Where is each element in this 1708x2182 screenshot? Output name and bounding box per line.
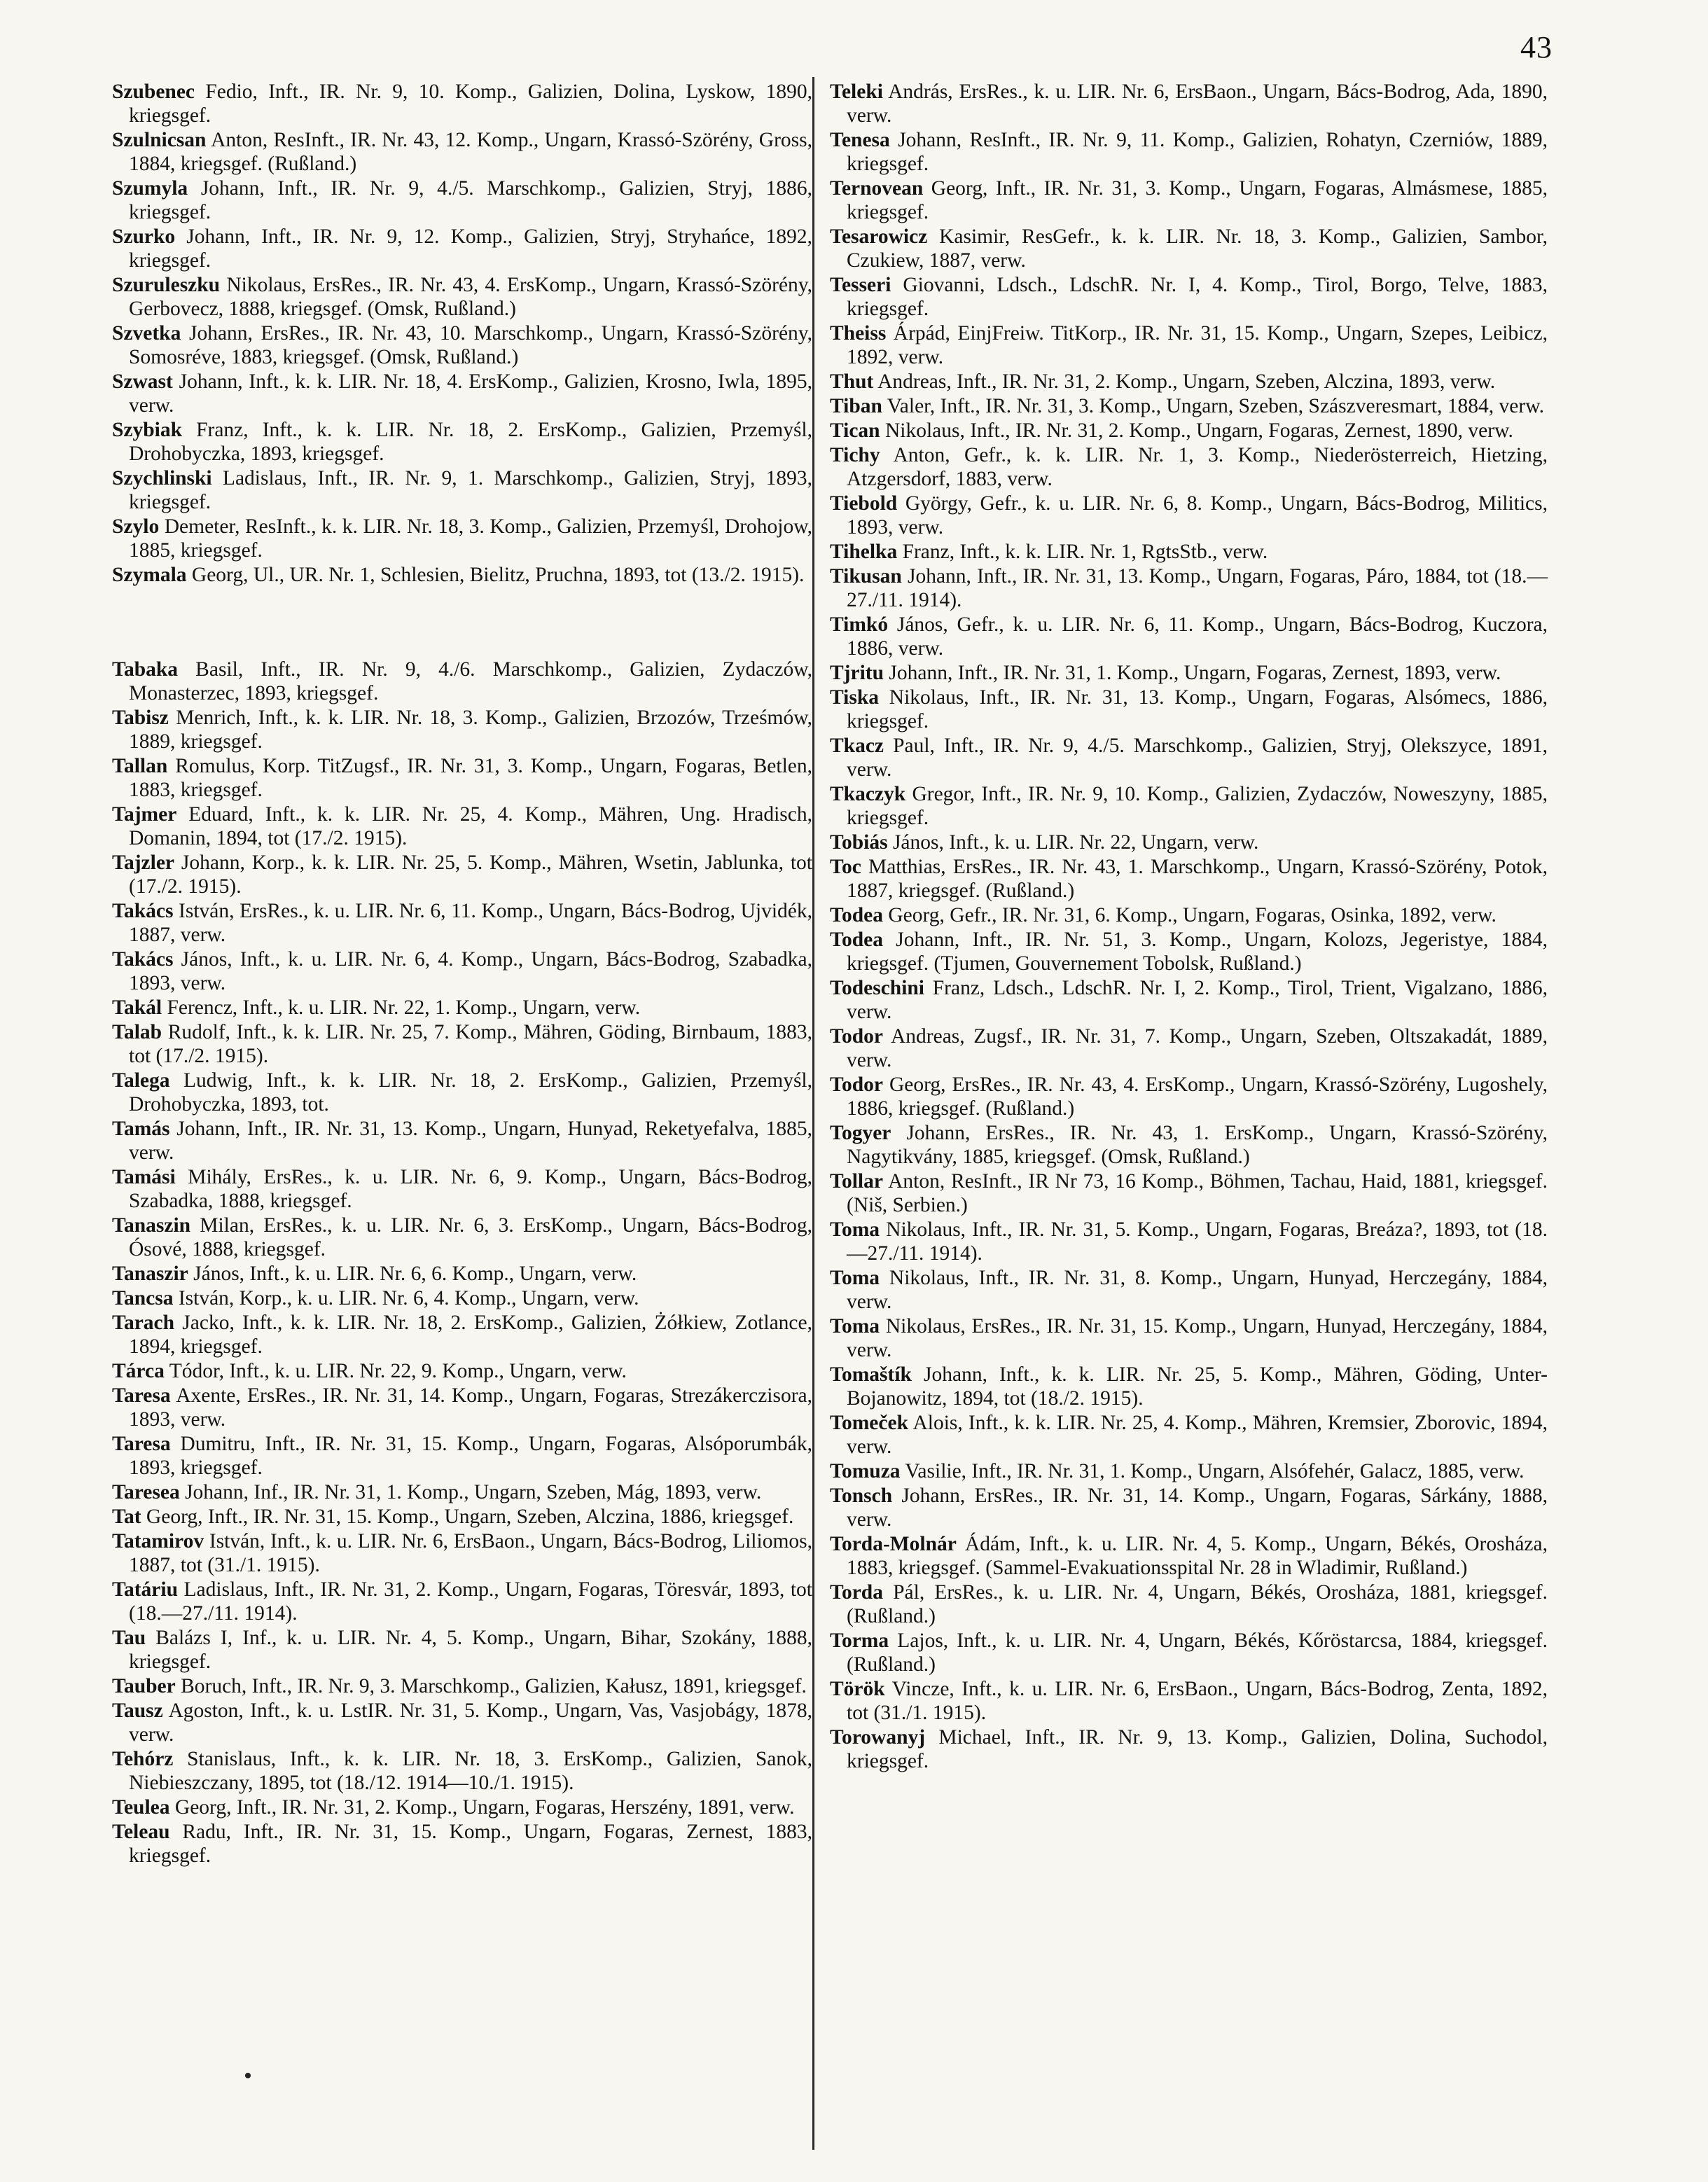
register-entry bbox=[112, 563, 812, 587]
entry-surname: Szurko bbox=[112, 225, 176, 248]
register-entry bbox=[830, 492, 1548, 539]
register-entry bbox=[112, 996, 812, 1020]
entry-surname: Szylo bbox=[112, 515, 160, 538]
entry-surname: Tallan bbox=[112, 755, 168, 777]
entry-details: Matthias, ErsRes., IR. Nr. 43, 1. Marschkomp., Ungarn, Krassó-Szörény, Potok, 1887, kriegsgef. (Rußland.) bbox=[847, 856, 1548, 902]
entry-surname: Toma bbox=[830, 1218, 880, 1241]
register-entry bbox=[830, 1024, 1548, 1072]
register-entry bbox=[830, 1629, 1548, 1676]
register-entry bbox=[112, 128, 812, 176]
entry-surname: Takács bbox=[112, 948, 174, 971]
entry-surname: Tomaštík bbox=[830, 1363, 912, 1386]
register-entry bbox=[112, 1578, 812, 1625]
register-entry bbox=[112, 466, 812, 514]
register-entry bbox=[830, 1580, 1548, 1628]
entry-surname: Todeschini bbox=[830, 977, 924, 999]
entry-surname: Tesarowicz bbox=[830, 225, 928, 248]
entry-details: István, Korp., k. u. LIR. Nr. 6, 4. Komp., Ungarn, verw. bbox=[178, 1287, 639, 1309]
register-entry bbox=[112, 802, 812, 850]
register-entry bbox=[112, 273, 812, 321]
section-gap bbox=[112, 588, 812, 658]
entry-details: István, Inft., k. u. LIR. Nr. 6, ErsBaon., Ungarn, Bács-Bodrog, Liliomos, 1887, tot (31./1. 1915). bbox=[129, 1530, 813, 1576]
entry-surname: Torda bbox=[830, 1581, 883, 1604]
entry-details: Anton, Gefr., k. k. LIR. Nr. 1, 3. Komp., Niederösterreich, Hietzing, Atzgersdorf, 1883, verw. bbox=[847, 444, 1548, 490]
entry-details: Ladislaus, Inft., IR. Nr. 31, 2. Komp., Ungarn, Fogaras, Töresvár, 1893, tot (18.—27./11. 1914). bbox=[129, 1578, 812, 1625]
entry-details: András, ErsRes., k. u. LIR. Nr. 6, ErsBaon., Ungarn, Bács-Bodrog, Ada, 1890, verw. bbox=[847, 81, 1548, 127]
register-entry bbox=[112, 1795, 812, 1819]
entry-details: Basil, Inft., IR. Nr. 9, 4./6. Marschkomp., Galizien, Zydaczów, Monasterzec, 1893, kriegsgef. bbox=[129, 658, 812, 704]
register-entry bbox=[112, 851, 812, 898]
entry-surname: Torowanyj bbox=[830, 1726, 926, 1749]
entry-details: Johann, Korp., k. k. LIR. Nr. 25, 5. Komp., Mähren, Wsetin, Jablunka, tot (17./2. 1915). bbox=[129, 852, 813, 898]
register-entry bbox=[112, 80, 812, 127]
entry-details: Radu, Inft., IR. Nr. 31, 15. Komp., Ungarn, Fogaras, Zernest, 1883, kriegsgef. bbox=[129, 1821, 812, 1867]
entry-details: Balázs I, Inf., k. u. LIR. Nr. 4, 5. Komp., Ungarn, Bihar, Szokány, 1888, kriegsgef. bbox=[129, 1627, 813, 1673]
entry-details: Vasilie, Inft., IR. Nr. 31, 1. Komp., Ungarn, Alsófehér, Galacz, 1885, verw. bbox=[905, 1460, 1525, 1482]
entry-details: Nikolaus, ErsRes., IR. Nr. 43, 4. ErsKomp., Ungarn, Krassó-Szörény, Gerbovecz, 1888, kriegsgef. (Omsk, Rußland.) bbox=[129, 274, 812, 320]
entry-details: Gregor, Inft., IR. Nr. 9, 10. Komp., Galizien, Zydaczów, Noweszyny, 1885, kriegsgef. bbox=[847, 783, 1548, 829]
entry-details: Menrich, Inft., k. k. LIR. Nr. 18, 3. Komp., Galizien, Brzozów, Trześmów, 1889, kriegsgef. bbox=[129, 707, 813, 753]
entry-details: Georg, Inft., IR. Nr. 31, 15. Komp., Ungarn, Szeben, Alczina, 1886, kriegsgef. bbox=[146, 1506, 794, 1528]
register-entry bbox=[830, 1677, 1548, 1725]
entry-details: Paul, Inft., IR. Nr. 9, 4./5. Marschkomp., Galizien, Stryj, Olekszyce, 1891, verw. bbox=[847, 735, 1548, 781]
entry-details: Giovanni, Ldsch., LdschR. Nr. I, 4. Komp., Tirol, Borgo, Telve, 1883, kriegsgef. bbox=[847, 274, 1548, 320]
register-entry bbox=[830, 321, 1548, 369]
entry-details: Agoston, Inft., k. u. LstIR. Nr. 31, 5. Komp., Ungarn, Vas, Vasjobágy, 1878, verw. bbox=[129, 1700, 813, 1746]
register-entry bbox=[112, 1214, 812, 1261]
entry-details: Johann, Inf., IR. Nr. 31, 1. Komp., Ungarn, Szeben, Mág, 1893, verw. bbox=[185, 1481, 762, 1503]
entry-surname: Tomeček bbox=[830, 1412, 908, 1434]
entry-details: Axente, ErsRes., IR. Nr. 31, 14. Komp., Ungarn, Fogaras, Strezákerczisora, 1893, verw. bbox=[129, 1384, 812, 1431]
entry-surname: Toc bbox=[830, 856, 861, 878]
register-entry bbox=[830, 1314, 1548, 1362]
entry-surname: Torda-Molnár bbox=[830, 1533, 957, 1555]
register-entry bbox=[830, 1121, 1548, 1169]
entry-surname: Tanaszin bbox=[112, 1214, 191, 1237]
entry-surname: Takács bbox=[112, 900, 174, 922]
entry-surname: Tihelka bbox=[830, 541, 898, 563]
entry-details: Franz, Ldsch., LdschR. Nr. I, 2. Komp., Tirol, Trient, Vigalzano, 1886, verw. bbox=[847, 977, 1548, 1023]
entry-surname: Teleki bbox=[830, 81, 883, 103]
register-entry bbox=[830, 225, 1548, 272]
entry-surname: Talega bbox=[112, 1069, 170, 1092]
entry-details: Johann, Inft., k. k. LIR. Nr. 18, 4. ErsKomp., Galizien, Krosno, Iwla, 1895, verw. bbox=[129, 370, 812, 417]
register-entry bbox=[830, 1484, 1548, 1531]
entry-details: Johann, ErsRes., IR. Nr. 43, 1. ErsKomp., Ungarn, Krassó-Szörény, Nagytikvány, 1885, kriegsgef. (Omsk, Rußland.) bbox=[847, 1122, 1548, 1168]
stray-dot bbox=[245, 2073, 251, 2078]
entry-details: Franz, Inft., k. k. LIR. Nr. 1, RgtsStb., verw. bbox=[902, 541, 1268, 563]
entry-surname: Tatamirov bbox=[112, 1530, 204, 1552]
entry-surname: Tauber bbox=[112, 1675, 176, 1697]
entry-surname: Theiss bbox=[830, 322, 887, 345]
entry-surname: Takál bbox=[112, 996, 162, 1019]
entry-details: Johann, Inft., IR. Nr. 51, 3. Komp., Ungarn, Kolozs, Jegeristye, 1884, kriegsgef. (Tjumen, Gouvernement Tobolsk, Rußland.) bbox=[847, 929, 1548, 975]
entry-surname: Tiebold bbox=[830, 492, 898, 515]
register-entry bbox=[112, 1020, 812, 1068]
entry-surname: Todor bbox=[830, 1025, 883, 1048]
entry-details: Pál, ErsRes., k. u. LIR. Nr. 4, Ungarn, Békés, Orosháza, 1881, kriegsgef. (Rußland.) bbox=[847, 1581, 1548, 1627]
entry-details: Vincze, Inft., k. u. LIR. Nr. 6, ErsBaon., Ungarn, Bács-Bodrog, Zenta, 1892, tot (31./1. 1915). bbox=[847, 1678, 1548, 1724]
register-entry bbox=[830, 273, 1548, 321]
entry-surname: Tenesa bbox=[830, 129, 890, 151]
entry-surname: Tkaczyk bbox=[830, 783, 906, 805]
entry-surname: Szychlinski bbox=[112, 467, 212, 489]
entry-surname: Tiska bbox=[830, 686, 879, 709]
register-entry bbox=[112, 515, 812, 562]
entry-details: Milan, ErsRes., k. u. LIR. Nr. 6, 3. ErsKomp., Ungarn, Bács-Bodrog, Ósové, 1888, kriegsgef. bbox=[129, 1214, 813, 1260]
register-entry bbox=[112, 1674, 812, 1698]
entry-details: Lajos, Inft., k. u. LIR. Nr. 4, Ungarn, Békés, Kőröstarcsa, 1884, kriegsgef. (Rußland.) bbox=[847, 1629, 1548, 1676]
entry-details: Johann, Inft., IR. Nr. 31, 1. Komp., Ungarn, Fogaras, Zernest, 1893, verw. bbox=[889, 662, 1501, 684]
register-entry bbox=[112, 1286, 812, 1310]
entry-surname: Tat bbox=[112, 1506, 141, 1528]
left-column bbox=[112, 80, 812, 1868]
entry-details: Demeter, ResInft., k. k. LIR. Nr. 18, 3. Komp., Galizien, Przemyśl, Drohojow, 1885, kriegsgef. bbox=[129, 515, 812, 562]
entry-details: Nikolaus, Inft., IR. Nr. 31, 5. Komp., Ungarn, Fogaras, Breáza?, 1893, tot (18.—27./11. 1914). bbox=[847, 1218, 1548, 1265]
entries-sz bbox=[112, 80, 812, 587]
entry-details: Johann, ErsRes., IR. Nr. 43, 10. Marschkomp., Ungarn, Krassó-Szörény, Somosréve, 1883, kriegsgef. (Omsk, Rußland.) bbox=[129, 322, 812, 368]
entry-details: Nikolaus, ErsRes., IR. Nr. 31, 15. Komp., Ungarn, Hunyad, Herczegány, 1884, verw. bbox=[847, 1315, 1548, 1361]
register-entry bbox=[112, 658, 812, 705]
entry-surname: Todea bbox=[830, 929, 883, 951]
entry-details: Boruch, Inft., IR. Nr. 9, 3. Marschkomp., Galizien, Kałusz, 1891, kriegsgef. bbox=[181, 1675, 807, 1697]
entry-details: Tódor, Inft., k. u. LIR. Nr. 22, 9. Komp., Ungarn, verw. bbox=[169, 1360, 627, 1382]
entry-surname: Teulea bbox=[112, 1796, 170, 1819]
entry-details: János, Inft., k. u. LIR. Nr. 6, 4. Komp., Ungarn, Bács-Bodrog, Szabadka, 1893, verw. bbox=[129, 948, 812, 994]
entry-details: Ludwig, Inft., k. k. LIR. Nr. 18, 2. ErsKomp., Galizien, Przemyśl, Drohobyczka, 1893, tot. bbox=[129, 1069, 813, 1116]
register-entry bbox=[112, 706, 812, 753]
entry-details: Romulus, Korp. TitZugsf., IR. Nr. 31, 3. Komp., Ungarn, Fogaras, Betlen, 1883, kriegsgef. bbox=[129, 755, 812, 801]
register-entry bbox=[830, 564, 1548, 612]
register-entry bbox=[112, 947, 812, 995]
entry-surname: Toma bbox=[830, 1267, 880, 1289]
entry-details: Georg, Inft., IR. Nr. 31, 3. Komp., Ungarn, Fogaras, Almásmese, 1885, kriegsgef. bbox=[847, 177, 1548, 223]
entry-surname: Tonsch bbox=[830, 1485, 893, 1507]
entry-surname: Török bbox=[830, 1678, 885, 1700]
entry-surname: Talab bbox=[112, 1021, 162, 1043]
register-entry bbox=[830, 1169, 1548, 1217]
register-entry bbox=[830, 1073, 1548, 1120]
register-entry bbox=[830, 976, 1548, 1024]
entry-surname: Tanaszir bbox=[112, 1263, 188, 1285]
register-entry bbox=[112, 1432, 812, 1480]
entry-surname: Tjritu bbox=[830, 662, 884, 684]
register-entry bbox=[830, 394, 1548, 418]
entry-details: Alois, Inft., k. k. LIR. Nr. 25, 4. Komp., Mähren, Kremsier, Zborovic, 1894, verw. bbox=[847, 1412, 1548, 1458]
entry-surname: Szwast bbox=[112, 370, 173, 393]
register-entry bbox=[112, 176, 812, 224]
register-entry bbox=[830, 1218, 1548, 1265]
entry-surname: Szulnicsan bbox=[112, 129, 207, 151]
register-entry bbox=[112, 1529, 812, 1577]
entry-surname: Taresea bbox=[112, 1481, 180, 1503]
entry-surname: Szubenec bbox=[112, 81, 195, 103]
entry-surname: Tausz bbox=[112, 1700, 163, 1722]
entry-details: Johann, Inft., IR. Nr. 9, 4./5. Marschkomp., Galizien, Stryj, 1886, kriegsgef. bbox=[129, 177, 813, 223]
entry-surname: Toma bbox=[830, 1315, 880, 1337]
register-entry bbox=[112, 225, 812, 272]
entry-details: Georg, ErsRes., IR. Nr. 43, 4. ErsKomp., Ungarn, Krassó-Szörény, Lugoshely, 1886, kriegsgef. (Rußland.) bbox=[847, 1073, 1548, 1120]
register-entry bbox=[830, 831, 1548, 854]
entry-surname: Teleau bbox=[112, 1821, 170, 1843]
entry-surname: Todor bbox=[830, 1073, 883, 1096]
entry-details: Andreas, Inft., IR. Nr. 31, 2. Komp., Ungarn, Szeben, Alczina, 1893, verw. bbox=[877, 370, 1496, 393]
register-entry bbox=[112, 1820, 812, 1868]
register-entry bbox=[830, 540, 1548, 564]
right-column bbox=[830, 80, 1548, 1774]
entry-details: Georg, Inft., IR. Nr. 31, 2. Komp., Ungarn, Fogaras, Herszény, 1891, verw. bbox=[174, 1796, 795, 1819]
entry-details: Nikolaus, Inft., IR. Nr. 31, 2. Komp., Ungarn, Fogaras, Zernest, 1890, verw. bbox=[884, 419, 1513, 442]
register-entry bbox=[830, 1411, 1548, 1459]
entry-details: János, Inft., k. u. LIR. Nr. 6, 6. Komp., Ungarn, verw. bbox=[193, 1263, 637, 1285]
register-entry bbox=[830, 370, 1548, 394]
register-entry bbox=[112, 1626, 812, 1674]
entry-surname: Tárca bbox=[112, 1360, 165, 1382]
entry-surname: Tamási bbox=[112, 1166, 176, 1188]
entry-surname: Thut bbox=[830, 370, 874, 393]
entry-details: Anton, ResInft., IR Nr 73, 16 Komp., Böhmen, Tachau, Haid, 1881, kriegsgef. (Niš, Serbien.) bbox=[847, 1170, 1548, 1216]
register-entry bbox=[830, 613, 1548, 660]
entry-surname: Szuruleszku bbox=[112, 274, 221, 296]
entry-details: János, Inft., k. u. LIR. Nr. 22, Ungarn, verw. bbox=[892, 831, 1259, 854]
register-entry bbox=[112, 754, 812, 802]
entry-surname: Szymala bbox=[112, 564, 187, 586]
register-entry bbox=[830, 782, 1548, 830]
entry-surname: Tiban bbox=[830, 395, 882, 417]
entry-details: Ladislaus, Inft., IR. Nr. 9, 1. Marschkomp., Galizien, Stryj, 1893, kriegsgef. bbox=[129, 467, 812, 513]
register-entry bbox=[112, 1384, 812, 1431]
register-entry bbox=[112, 1359, 812, 1383]
register-entry bbox=[112, 899, 812, 947]
register-entry bbox=[830, 1725, 1548, 1773]
register-entry bbox=[112, 418, 812, 466]
entry-details: Georg, Gefr., IR. Nr. 31, 6. Komp., Ungarn, Fogaras, Osinka, 1892, verw. bbox=[888, 904, 1497, 926]
register-entry bbox=[830, 661, 1548, 685]
entry-details: Nikolaus, Inft., IR. Nr. 31, 13. Komp., Ungarn, Fogaras, Alsómecs, 1886, kriegsgef. bbox=[847, 686, 1548, 732]
entry-surname: Torma bbox=[830, 1629, 889, 1652]
entry-surname: Todea bbox=[830, 904, 883, 926]
entry-surname: Tamás bbox=[112, 1118, 170, 1140]
entry-surname: Tarach bbox=[112, 1312, 175, 1334]
entry-details: Johann, Inft., k. k. LIR. Nr. 25, 5. Komp., Mähren, Göding, Unter-Bojanowitz, 1894, tot (18./2. 1915). bbox=[847, 1363, 1548, 1410]
entry-details: Kasimir, ResGefr., k. k. LIR. Nr. 18, 3. Komp., Galizien, Sambor, Czukiew, 1887, verw. bbox=[847, 225, 1548, 272]
register-entry bbox=[830, 1532, 1548, 1580]
entry-details: Andreas, Zugsf., IR. Nr. 31, 7. Komp., Ungarn, Szeben, Oltszakadát, 1889, verw. bbox=[847, 1025, 1548, 1071]
entry-surname: Tabaka bbox=[112, 658, 179, 681]
entry-details: Johann, ResInft., IR. Nr. 9, 11. Komp., Galizien, Rohatyn, Czerniów, 1889, kriegsgef. bbox=[847, 129, 1548, 175]
entry-details: Michael, Inft., IR. Nr. 9, 13. Komp., Galizien, Dolina, Suchodol, kriegsgef. bbox=[847, 1726, 1548, 1772]
entry-details: Fedio, Inft., IR. Nr. 9, 10. Komp., Galizien, Dolina, Lyskow, 1890, kriegsgef. bbox=[129, 81, 812, 127]
register-entry bbox=[830, 1363, 1548, 1410]
register-entry bbox=[112, 370, 812, 417]
register-entry bbox=[830, 1459, 1548, 1483]
entry-surname: Tikusan bbox=[830, 565, 902, 588]
entry-surname: Tajmer bbox=[112, 803, 177, 826]
entry-details: Georg, Ul., UR. Nr. 1, Schlesien, Bielitz, Pruchna, 1893, tot (13./2. 1915). bbox=[191, 564, 805, 586]
entry-details: Árpád, EinjFreiw. TitKorp., IR. Nr. 31, 15. Komp., Ungarn, Szepes, Leibicz, 1892, verw. bbox=[847, 322, 1548, 368]
entry-details: Johann, ErsRes., IR. Nr. 31, 14. Komp., Ungarn, Fogaras, Sárkány, 1888, verw. bbox=[847, 1485, 1548, 1531]
entries-t bbox=[112, 658, 812, 1868]
column-divider bbox=[812, 77, 814, 2150]
entry-surname: Tobiás bbox=[830, 831, 888, 854]
entry-surname: Togyer bbox=[830, 1122, 891, 1144]
register-entry bbox=[830, 686, 1548, 733]
entry-details: János, Gefr., k. u. LIR. Nr. 6, 11. Komp., Ungarn, Bács-Bodrog, Kuczora, 1886, verw. bbox=[847, 613, 1548, 660]
entry-details: Stanislaus, Inft., k. k. LIR. Nr. 18, 3. ErsKomp., Galizien, Sanok, Niebieszczany, 1895, tot (18./12. 1914—10./1. 1915). bbox=[129, 1748, 812, 1794]
register-entry bbox=[112, 1699, 812, 1746]
register-entry bbox=[112, 1117, 812, 1165]
entry-details: Rudolf, Inft., k. k. LIR. Nr. 25, 7. Komp., Mähren, Göding, Birnbaum, 1883, tot (17./2. 1915). bbox=[129, 1021, 812, 1067]
register-entry bbox=[830, 734, 1548, 781]
entry-surname: Tomuza bbox=[830, 1460, 901, 1482]
entry-surname: Tabisz bbox=[112, 707, 169, 729]
entries-right bbox=[830, 80, 1548, 1773]
entry-surname: Taresa bbox=[112, 1384, 171, 1407]
entry-details: Eduard, Inft., k. k. LIR. Nr. 25, 4. Komp., Mähren, Ung. Hradisch, Domanin, 1894, tot (17./2. 1915). bbox=[129, 803, 813, 849]
register-entry bbox=[830, 419, 1548, 443]
register-entry bbox=[112, 1165, 812, 1213]
entry-surname: Tican bbox=[830, 419, 880, 442]
entry-surname: Tollar bbox=[830, 1170, 883, 1193]
entry-surname: Tichy bbox=[830, 444, 880, 466]
entry-surname: Tau bbox=[112, 1627, 146, 1649]
register-entry bbox=[830, 128, 1548, 176]
entry-details: Johann, Inft., IR. Nr. 31, 13. Komp., Ungarn, Hunyad, Reketyefalva, 1885, verw. bbox=[129, 1118, 812, 1164]
entry-surname: Timkó bbox=[830, 613, 889, 636]
entry-surname: Tehórz bbox=[112, 1748, 174, 1770]
entry-surname: Tancsa bbox=[112, 1287, 174, 1309]
register-entry bbox=[830, 903, 1548, 927]
register-entry bbox=[830, 443, 1548, 491]
entry-details: Nikolaus, Inft., IR. Nr. 31, 8. Komp., Ungarn, Hunyad, Herczegány, 1884, verw. bbox=[847, 1267, 1548, 1313]
entry-surname: Tesseri bbox=[830, 274, 891, 296]
entry-details: Ferencz, Inft., k. u. LIR. Nr. 22, 1. Komp., Ungarn, verw. bbox=[167, 996, 641, 1019]
entry-details: Johann, Inft., IR. Nr. 31, 13. Komp., Ungarn, Fogaras, Páro, 1884, tot (18.—27./11. 1914). bbox=[847, 565, 1548, 611]
entry-surname: Szvetka bbox=[112, 322, 181, 345]
register-entry bbox=[830, 928, 1548, 975]
register-entry bbox=[112, 321, 812, 369]
register-entry bbox=[830, 176, 1548, 224]
entry-details: Johann, Inft., IR. Nr. 9, 12. Komp., Galizien, Stryj, Stryhańce, 1892, kriegsgef. bbox=[129, 225, 813, 272]
register-entry bbox=[112, 1311, 812, 1358]
register-entry bbox=[830, 1266, 1548, 1314]
register-entry bbox=[830, 80, 1548, 127]
entry-surname: Taresa bbox=[112, 1433, 171, 1455]
entry-surname: Szumyla bbox=[112, 177, 188, 200]
entry-surname: Tajzler bbox=[112, 852, 175, 874]
entry-details: Mihály, ErsRes., k. u. LIR. Nr. 6, 9. Komp., Ungarn, Bács-Bodrog, Szabadka, 1888, kriegsgef. bbox=[129, 1166, 812, 1212]
register-entry bbox=[112, 1069, 812, 1116]
entry-surname: Tatáriu bbox=[112, 1578, 178, 1601]
entry-details: Dumitru, Inft., IR. Nr. 31, 15. Komp., Ungarn, Fogaras, Alsóporumbák, 1893, kriegsgef. bbox=[129, 1433, 813, 1479]
entry-details: Anton, ResInft., IR. Nr. 43, 12. Komp., Ungarn, Krassó-Szörény, Gross, 1884, kriegsgef. (Rußland.) bbox=[129, 129, 812, 175]
register-entry bbox=[830, 855, 1548, 903]
entry-details: György, Gefr., k. u. LIR. Nr. 6, 8. Komp., Ungarn, Bács-Bodrog, Militics, 1893, verw. bbox=[847, 492, 1548, 538]
entry-surname: Ternovean bbox=[830, 177, 924, 200]
entry-surname: Tkacz bbox=[830, 735, 884, 757]
register-entry bbox=[112, 1505, 812, 1529]
register-entry bbox=[112, 1262, 812, 1286]
entry-details: Franz, Inft., k. k. LIR. Nr. 18, 2. ErsKomp., Galizien, Przemyśl, Drohobyczka, 1893, kriegsgef. bbox=[129, 419, 812, 465]
entry-details: István, ErsRes., k. u. LIR. Nr. 6, 11. Komp., Ungarn, Bács-Bodrog, Ujvidék, 1887, verw. bbox=[129, 900, 812, 946]
entry-details: Jacko, Inft., k. k. LIR. Nr. 18, 2. ErsKomp., Galizien, Żółkiew, Zotlance, 1894, kriegsgef. bbox=[129, 1312, 812, 1358]
entry-details: Valer, Inft., IR. Nr. 31, 3. Komp., Ungarn, Szeben, Szászveresmart, 1884, verw. bbox=[887, 395, 1544, 417]
page-number: 43 bbox=[1520, 30, 1553, 64]
entry-surname: Szybiak bbox=[112, 419, 183, 441]
register-entry bbox=[112, 1480, 812, 1504]
entry-details: Ádám, Inft., k. u. LIR. Nr. 4, 5. Komp., Ungarn, Békés, Orosháza, 1883, kriegsgef. (Sammel-Evakuationsspital Nr. 28 in Wladimir, Rußland.) bbox=[847, 1533, 1548, 1579]
register-entry bbox=[112, 1747, 812, 1795]
